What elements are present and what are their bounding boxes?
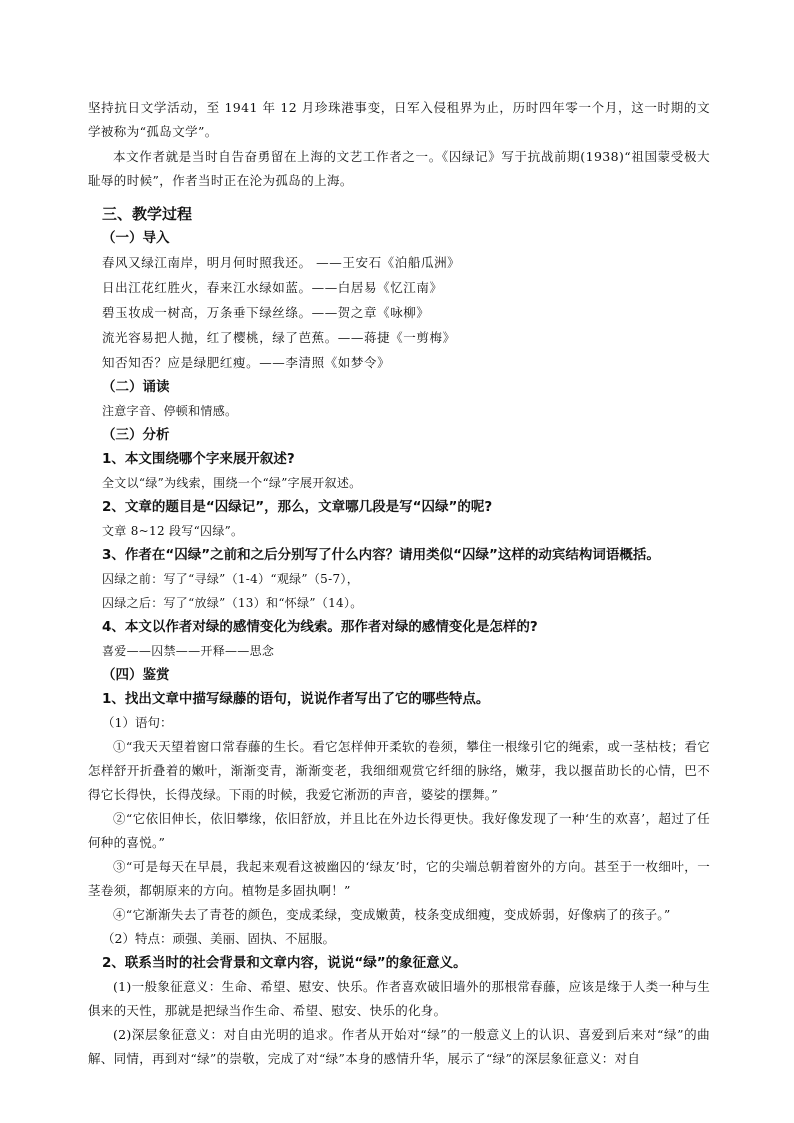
question: 2、联系当时的社会背景和文章内容，说说“绿”的象征意义。 <box>102 955 467 971</box>
poem-line: 知否知否？应是绿肥红瘦。——李清照《如梦令》 <box>102 355 391 370</box>
answer: 喜爱——囚禁——开释——思念 <box>102 644 275 658</box>
yuju-label: （1）语句： <box>102 715 173 730</box>
symbol-meaning-2: (2)深层象征意义：对自由光明的追求。作者从开始对“绿”的一般意义上的认识、喜爱到后来对“绿”的曲解、同情，再到对“绿”的崇敬，完成了对“绿”本身的感情升华，展示了“绿”的深层象征意义：对自 <box>88 1027 710 1066</box>
answer: 囚绿之前：写了“寻绿”（1-4）“观绿”（5-7）， <box>102 572 359 586</box>
question: 1、找出文章中描写绿藤的语句，说说作者写出了它的哪些特点。 <box>102 691 490 707</box>
question: 3、作者在“囚绿”之前和之后分别写了什么内容？请用类似“囚绿”这样的动宾结构词语概括。 <box>102 547 660 563</box>
poem-line: 流光容易把人抛，红了樱桃，绿了芭蕉。——蒋捷《一剪梅》 <box>102 330 456 345</box>
poem-line: 碧玉妆成一树高，万条垂下绿丝绦。——贺之章《咏柳》 <box>102 305 430 320</box>
content-block <box>0 96 794 1071</box>
subsection-title-fenxi: （三）分析 <box>102 427 170 443</box>
section-title-teaching-process: 三、教学过程 <box>102 205 193 223</box>
question: 4、本文以作者对绿的感情变化为线索。那作者对绿的感情变化是怎样的? <box>102 619 538 635</box>
subsection-title-daoru: （一）导入 <box>102 230 170 246</box>
intro-paragraph-2: 本文作者就是当时自告奋勇留在上海的文艺工作者之一。《囚绿记》写于抗战前期(1938)“祖国蒙受极大耻辱的时候”，作者当时正在沦为孤岛的上海。 <box>88 149 710 188</box>
answer: 全文以“绿”为线索，围绕一个“绿”字展开叙述。 <box>102 476 362 490</box>
poem-line: 日出江花红胜火，春来江水绿如蓝。——白居易《忆江南》 <box>102 280 443 295</box>
answer: 文章 8~12 段写“囚绿”。 <box>102 524 244 538</box>
quote-paragraph: ④“它渐渐失去了青苍的颜色，变成柔绿，变成嫩黄，枝条变成细瘦，变成娇弱，好像病了的孩子。” <box>113 907 671 922</box>
subsection-title-jianshang: （四）鉴赏 <box>102 667 170 683</box>
question: 1、本文围绕哪个字来展开叙述? <box>102 451 295 467</box>
quote-paragraph: ①“我天天望着窗口常春藤的生长。看它怎样伸开柔软的卷须，攀住一根缘引它的绳索，或一茎枯枝；看它怎样舒开折叠着的嫩叶，渐渐变青，渐渐变老，我细细观赏它纤细的脉络，嫩芽，我以揠苗助长的心情，巴不得它长得快，长得茂绿。下雨的时候，我爱它淅沥的声音，婆娑的摆舞。” <box>88 739 710 802</box>
symbol-meaning-1: (1)一般象征意义：生命、希望、慰安、快乐。作者喜欢破旧墙外的那根常春藤，应该是缘于人类一种与生俱来的天性，那就是把绿当作生命、希望、慰安、快乐的化身。 <box>88 979 710 1018</box>
quote-paragraph: ③“可是每天在早晨，我起来观看这被幽囚的‘绿友’时，它的尖端总朝着窗外的方向。甚至于一枚细叶，一茎卷须，都朝原来的方向。植物是多固执啊！” <box>88 859 710 898</box>
subsection-title-songdu: （二）诵读 <box>102 379 170 395</box>
poem-line: 春风又绿江南岸，明月何时照我还。 ——王安石《泊船瓜洲》 <box>102 255 461 270</box>
songdu-text: 注意字音、停顿和情感。 <box>102 404 238 418</box>
quote-paragraph: ②“它依旧伸长，依旧攀缘，依旧舒放，并且比在外边长得更快。我好像发现了一种‘生的欢喜’，超过了任何种的喜悦。” <box>88 811 710 850</box>
question: 2、文章的题目是“囚绿记”，那么，文章哪几段是写“囚绿”的呢? <box>102 499 493 515</box>
intro-paragraph-1: 坚持抗日文学活动，至 1941 年 12 月珍珠港事变，日军入侵租界为止，历时四年零一个月，这一时期的文学被称为“孤岛文学”。 <box>88 100 710 139</box>
answer: 囚绿之后：写了“放绿”（13）和“怀绿”（14）。 <box>102 596 363 610</box>
tedian-text: （2）特点：顽强、美丽、固执、不屈服。 <box>102 931 335 946</box>
